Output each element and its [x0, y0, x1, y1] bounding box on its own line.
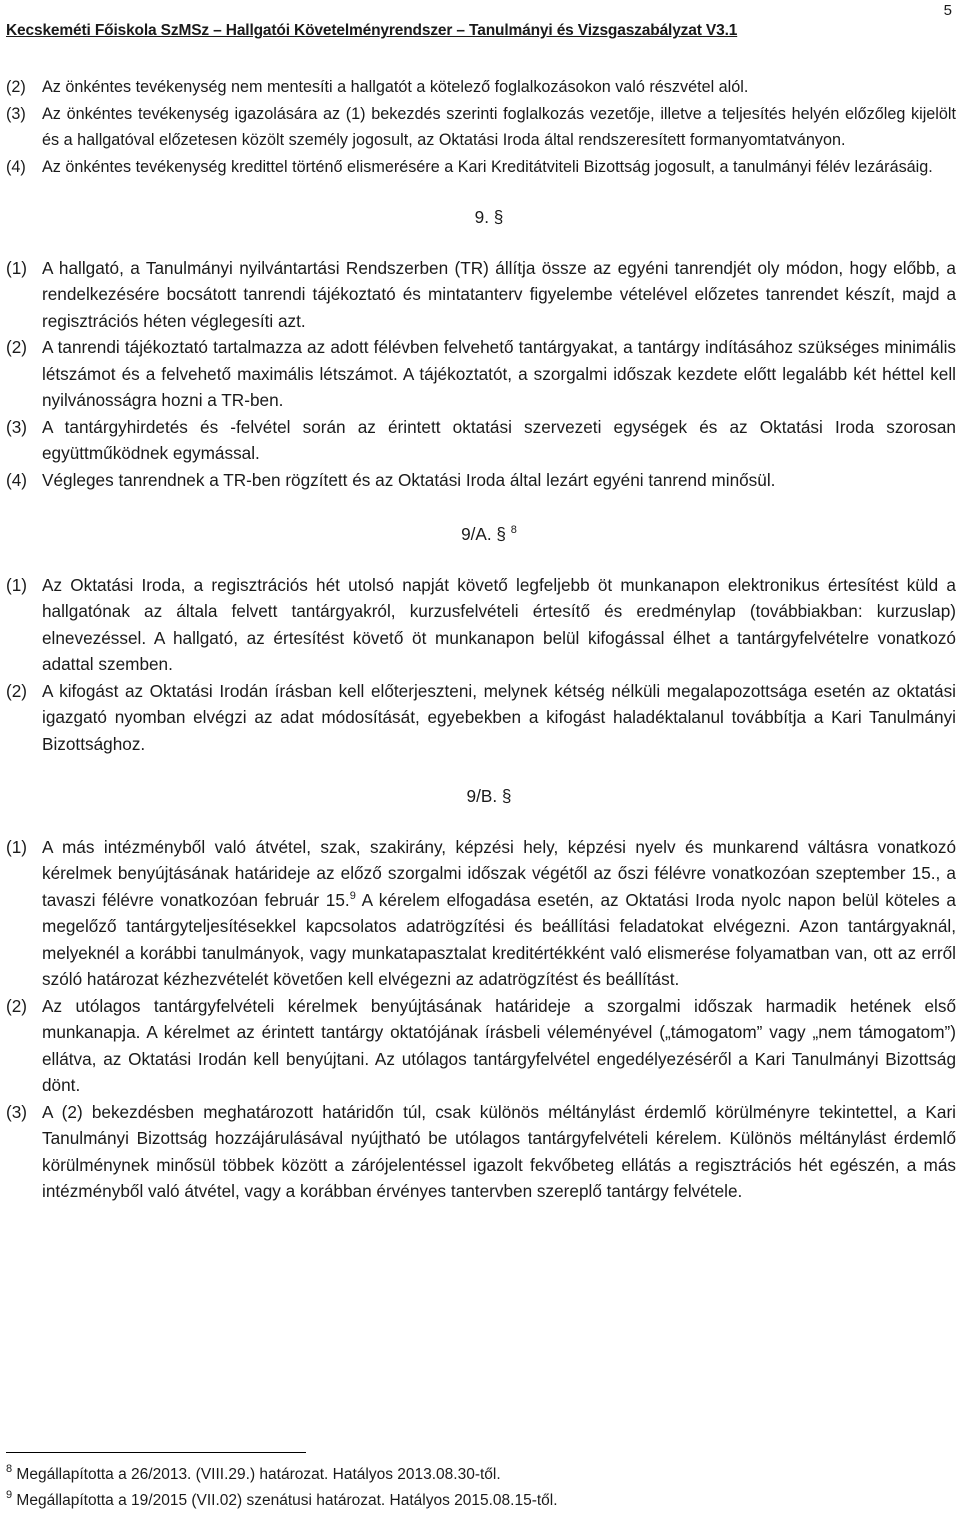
section-heading-9a [6, 521, 956, 548]
document-body [6, 74, 956, 1205]
footnotes [6, 1462, 946, 1514]
paragraph [6, 993, 956, 1099]
paragraph-number: (2) [6, 680, 28, 701]
paragraph [6, 414, 956, 467]
paragraph-number: (4) [6, 469, 28, 490]
page-number: 5 [943, 2, 952, 19]
paragraph-number: (3) [6, 1101, 28, 1122]
section-heading-text: 9/A. § [461, 524, 506, 544]
paragraph [6, 154, 956, 181]
paragraph-number: (1) [6, 257, 28, 278]
footnote [6, 1488, 946, 1514]
paragraph-number: (1) [6, 574, 28, 595]
paragraph-text-part: A kérelem elfogadása esetén, az Oktatási Iroda nyolc napon belül köteles a megelőző tantárgyteljesítésekkel kapcsolatos adatrögzítési és beállítási feladatokat elvégezni. Azon tantárgyaknál, melyeknél a korábbi tanulmányok, vagy munkatapasztalat kreditértékként való elismerése folyamatban van, ott az erről szóló határozat kézhezvételét követően kell elvégezni az adatrögzítést és beállítást. [42, 889, 956, 989]
footnote-ref: 8 [510, 524, 517, 536]
paragraph-number: (3) [6, 104, 26, 123]
paragraph [6, 572, 956, 678]
paragraph-text: Az Oktatási Iroda, a regisztrációs hét utolsó napját követő legfeljebb öt munkanapon elektronikus értesítést küld a hallgatónak az általa felvett tantárgyakról, kurzusfelvételi értesítő és eredménylap (továbbiakban: kurzuslap) elnevezéssel. A hallgató, az értesítést követő öt munkanapon belül kifogással élhet a tantárgyfelvételre vonatkozó adattal szemben. [42, 574, 956, 674]
paragraph-text: Az önkéntes tevékenység igazolására az (1) bekezdés szerinti foglalkozás vezetője, illetve a teljesítés helyén előzőleg kijelölt és a hallgatóval előzetesen közölt személy jogosult, az Oktatási Iroda által rendszeresített formanyomtatványon. [42, 104, 956, 149]
footnote-separator [6, 1452, 306, 1453]
paragraph-text: Az utólagos tantárgyfelvételi kérelmek benyújtásának határideje a szorgalmi időszak harmadik hetének első munkanapja. A kérelmet az érintett tantárgy oktatójának írásbeli véleményével („támogatom” vagy „nem támogatom”) ellátva, az Oktatási Irodán kell benyújtani. Az utólagos tantárgyfelvétel engedélyezéséről a Kari Tanulmányi Bizottság dönt. [42, 995, 956, 1095]
paragraph-text: A tantárgyhirdetés és -felvétel során az érintett oktatási szervezeti egységek és az Oktatási Iroda szorosan együttműködnek egymással. [42, 416, 956, 463]
footnote-number: 9 [6, 1489, 13, 1501]
paragraph [6, 467, 956, 494]
footnote [6, 1462, 946, 1488]
paragraph [6, 678, 956, 758]
paragraph-text: A (2) bekezdésben meghatározott határidőn túl, csak különös méltánylást érdemlő körülményre tekintettel, a Kari Tanulmányi Bizottság hozzájárulásával nyújtható be utólagos tantárgyfelvételi kérelem. Különös méltánylást érdemlő körülménynek minősül többek között a zárójelentéssel igazolt fekvőbeteg ellátás a regisztrációs hét egészén, a más intézményből való átvétel, vagy a korábban érvényes tantervben szereplő tantárgy felvétele. [42, 1101, 956, 1201]
paragraph-text: Végleges tanrendnek a TR-ben rögzített és az Oktatási Iroda által lezárt egyéni tanrend minősül. [42, 469, 776, 490]
footnote-text: Megállapította a 26/2013. (VIII.29.) határozat. Hatályos 2013.08.30-től. [12, 1466, 501, 1483]
paragraph-text-part: A más intézményből való átvétel, szak, szakirány, képzési hely, képzési nyelv és munkarend váltásra vonatkozó kérelmek benyújtásának határideje az előző szorgalmi időszak végétől az őszi félévre vonatkozóan szeptember 15., a tavaszi félévre vonatkozóan február 15. [42, 836, 956, 910]
footnote-text: Megállapította a 19/2015 (VII.02) szenátusi határozat. Hatályos 2015.08.15-től. [12, 1492, 558, 1509]
paragraph-number: (2) [6, 337, 28, 357]
paragraph-text: Az önkéntes tevékenység nem mentesíti a hallgatót a kötelező foglalkozásokon való részvétel alól. [42, 78, 749, 96]
paragraph-text: A kifogást az Oktatási Irodán írásban kell előterjeszteni, melynek kétség nélküli megalapozottsága esetén az oktatási igazgató nyomban elvégzi az adat módosítását, egyebekben a kifogást haladéktalanul továbbítja a Kari Tanulmányi Bizottsághoz. [42, 680, 956, 754]
paragraph-text: A tanrendi tájékoztató tartalmazza az adott félévben felvehető tantárgyakat, a tantárgy indításához szükséges minimális létszámot és a felvehető maximális létszámot. A tájékoztatót, a szorgalmi időszak kezdete előtt legalább két héttel kell nyilvánosságra hozni a TR-ben. [42, 337, 956, 410]
paragraph-number: (4) [6, 157, 26, 176]
paragraph [6, 74, 956, 101]
section-heading-9b: 9/B. § [466, 786, 512, 806]
paragraph-text [42, 834, 956, 993]
running-header: Kecskeméti Főiskola SzMSz – Hallgatói Követelményrendszer – Tanulmányi és Vizsgaszabályzat V3.1 [6, 22, 738, 39]
footnote-ref: 9 [349, 889, 356, 902]
paragraph-text: A hallgató, a Tanulmányi nyilvántartási Rendszerben (TR) állítja össze az egyéni tanrendjét oly módon, hogy előbb, a rendelkezésére bocsátott tanrendi tájékoztató és mintatanterv figyelembe vételével előzetes tanrendet készít, majd a regisztrációs héten véglegesíti azt. [42, 257, 956, 331]
paragraph-text: Az önkéntes tevékenység kredittel történő elismerésére a Kari Kreditátviteli Bizottság jogosult, a tanulmányi félév lezárásáig. [42, 157, 933, 176]
paragraph-number: (1) [6, 836, 28, 857]
paragraph [6, 101, 956, 154]
paragraph-number: (2) [6, 78, 26, 96]
paragraph-number: (2) [6, 995, 28, 1016]
paragraph [6, 255, 956, 335]
paragraph [6, 834, 956, 993]
paragraph [6, 1099, 956, 1205]
section-heading-9: 9. § [474, 207, 504, 227]
footnote-number: 8 [6, 1463, 13, 1475]
paragraph [6, 334, 956, 414]
paragraph-number: (3) [6, 416, 28, 437]
